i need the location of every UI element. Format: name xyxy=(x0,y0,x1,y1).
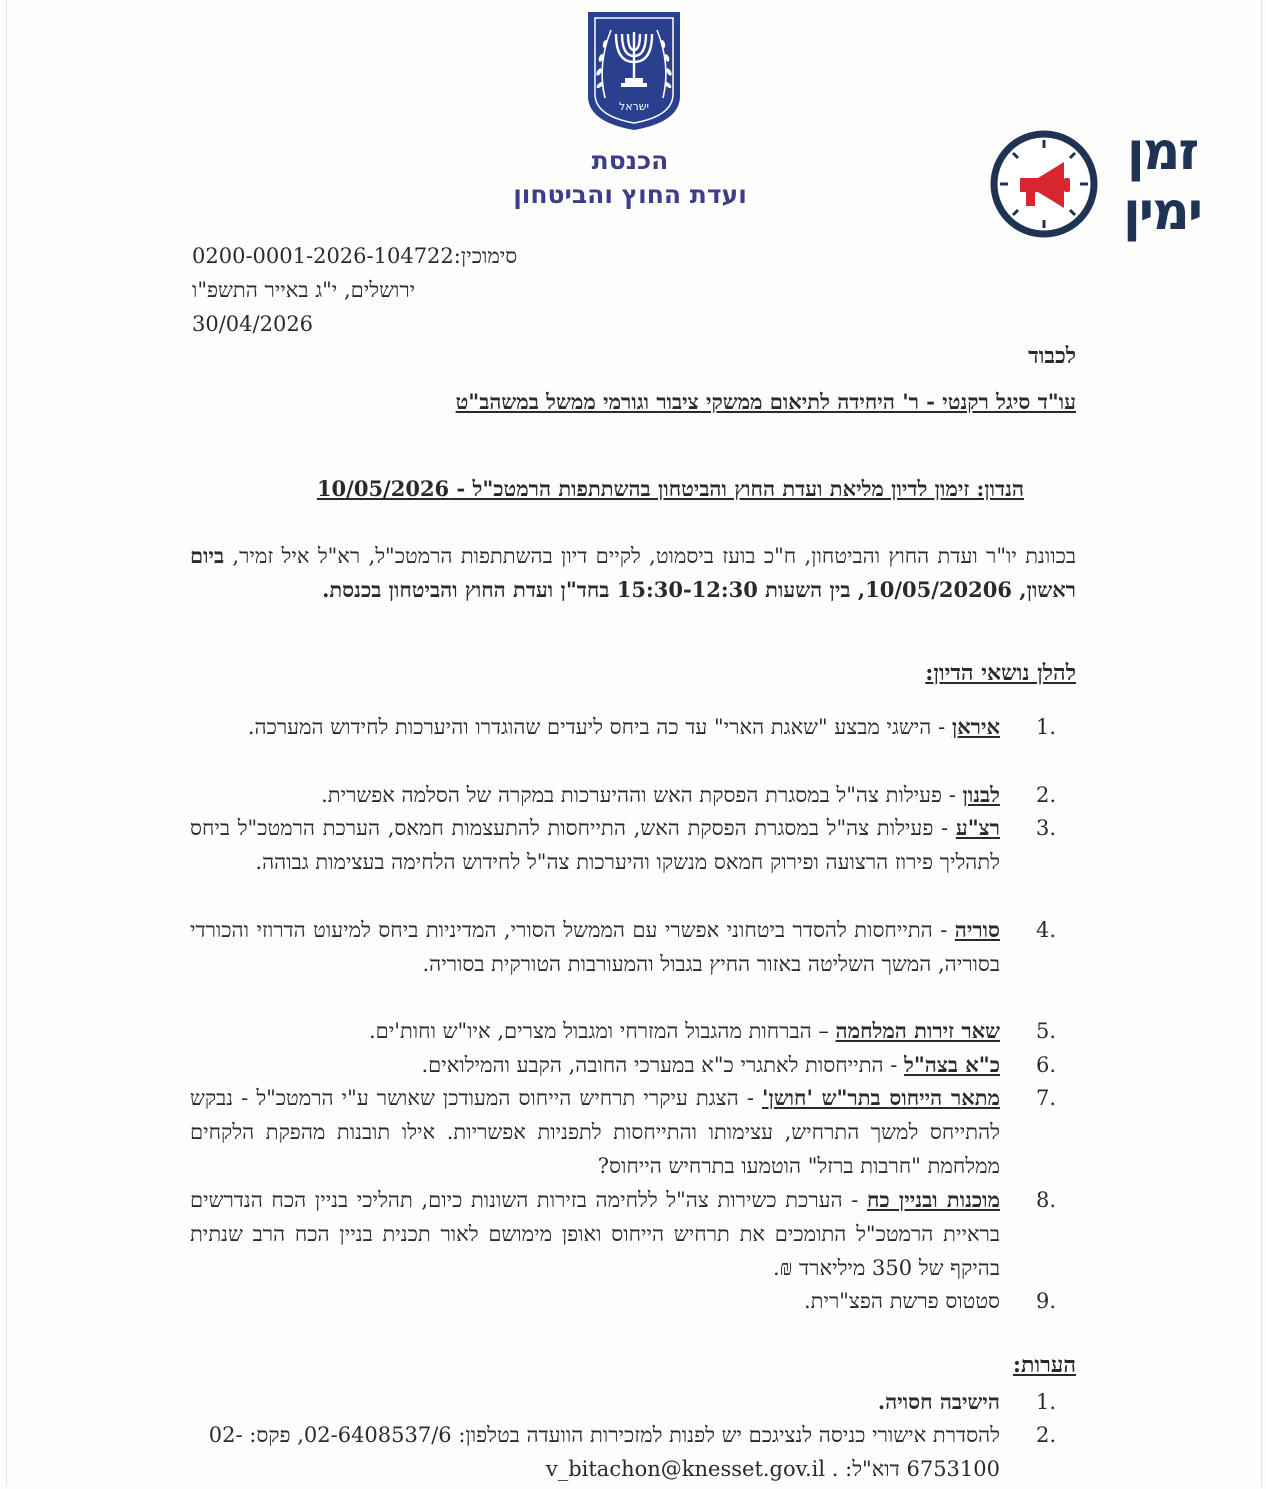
item-number: .9 xyxy=(1036,1289,1057,1313)
body-paragraph xyxy=(190,539,1076,607)
note-item xyxy=(190,1418,1076,1486)
notes-heading: הערות: xyxy=(1012,1352,1076,1378)
item-text: - הערכת כשירות צה"ל ללחימה בזירות השונות כיום, תהליכי בניין הכח הנדרשים בראיית הרמטכ"ל התומכים את תרחיש הייחוס ואופן מימושם לאור תכנית בניין הכח הרב שנתית בהיקף של 350 מיליארד ₪. xyxy=(190,1188,1000,1280)
megaphone-clock-icon xyxy=(994,134,1094,234)
item-number: .3 xyxy=(1036,816,1057,840)
letter-date: 30/04/2026 xyxy=(192,312,314,336)
item-key: מתאר הייחוס בתר"ש 'חושן' xyxy=(762,1085,1001,1110)
list-item xyxy=(190,1014,1076,1048)
item-text: - התייחסות להסדר ביטחוני אפשרי עם הממשל הסורי, המדיניות ביחס למיעוט הדרוזי והכורדי בסוריה, המשך השליטה באזור החיץ בגבול והמעורבות הטורקית בסוריה. xyxy=(190,918,1000,976)
item-number: .4 xyxy=(1036,918,1057,942)
hebrew-date: ירושלים, י"ג באייר התשפ"ו xyxy=(192,278,416,302)
note-item xyxy=(190,1385,1076,1419)
item-text: – הברחות מהגבול המזרחי ומגבול מצרים, איו"ש וחות'ים. xyxy=(368,1019,836,1043)
note-text: הישיבה חסויה. xyxy=(877,1389,1000,1414)
reference-number: 0200-0001-2026-104722:סימוכין xyxy=(192,244,518,268)
list-item xyxy=(190,778,1076,812)
list-item xyxy=(190,811,1076,879)
list-item xyxy=(190,913,1076,981)
item-key: רצ"ע xyxy=(955,815,1000,840)
item-key: לבנון xyxy=(962,782,1000,807)
item-key: כ"א בצה"ל xyxy=(904,1052,1000,1077)
body-text: בכוונת יו"ר ועדת החוץ והביטחון, ח"כ בועז ביסמוט, לקיים דיון בהשתתפות הרמטכ"ל, רא"ל איל זמיר, xyxy=(224,544,1076,568)
item-text: - התייחסות לאתגרי כ"א במערכי החובה, הקבע והמילואים. xyxy=(421,1053,905,1077)
brand-word-1: זמן xyxy=(1126,122,1198,182)
subject-line: הנדון: זימון לדיון מליאת ועדת החוץ והביטחון בהשתתפות הרמטכ"ל - 10/05/2026 xyxy=(316,476,1024,501)
list-item xyxy=(190,1081,1076,1183)
item-key: איראן xyxy=(951,714,1000,739)
org-name: הכנסת xyxy=(591,146,669,175)
body-meeting-time: ביום ראשון, 10/05/20206, בין השעות 15:30-12:30 בחד"ן ועדת החוץ והביטחון בכנסת. xyxy=(190,543,1076,602)
item-number: .8 xyxy=(1036,1188,1057,1212)
item-text: סטטוס פרשת הפצ"רית. xyxy=(803,1289,1000,1313)
list-item xyxy=(190,1284,1076,1318)
item-number: .1 xyxy=(1036,715,1057,739)
list-item xyxy=(190,1048,1076,1082)
committee-name: ועדת החוץ והביטחון xyxy=(513,180,747,209)
item-key: מוכנות ובניין כח xyxy=(866,1187,1000,1212)
brand-word-2: ימין xyxy=(1122,182,1202,242)
to-label: לכבוד xyxy=(1028,343,1076,369)
item-key: סוריה xyxy=(954,917,1000,942)
state-emblem-icon xyxy=(585,10,683,132)
note-number: .1 xyxy=(1036,1390,1057,1414)
item-number: .6 xyxy=(1036,1053,1057,1077)
emblem-caption: ישראל xyxy=(618,100,650,113)
topics-heading: להלן נושאי הדיון: xyxy=(925,660,1076,686)
recipient: עו"ד סיגל רקנטי - ר' היחידה לתיאום ממשקי ציבור וגורמי ממשל במשהב"ט xyxy=(455,389,1076,414)
item-number: .5 xyxy=(1036,1019,1057,1043)
item-text: - פעילות צה"ל במסגרת הפסקת האש וההיערכות במקרה של הסלמה אפשרית. xyxy=(321,783,963,807)
item-text: - הצגת עיקרי תרחיש הייחוס המעודכן שאושר ע"י הרמטכ"ל - נבקש להתייחס למשך התרחיש, עצימותו והתייחסות לתפניות אפשריות. אילו תובנות מהפקת הלקחים ממלחמת "חרבות ברזל" הוטמעו בתרחיש הייחוס? xyxy=(190,1086,1000,1178)
list-item xyxy=(190,1183,1076,1285)
item-text: - הישגי מבצע "שאגת הארי" עד כה ביחס ליעדים שהוגדרו והיערכות לחידוש המערכה. xyxy=(247,715,952,739)
note-number: .2 xyxy=(1036,1423,1057,1447)
item-number: .2 xyxy=(1036,783,1057,807)
item-text: - פעילות צה"ל במסגרת הפסקת האש, התייחסות להתעצמות חמאס, הערכת הרמטכ"ל ביחס לתהליך פירוז הרצועה ופירוק חמאס מנשקו והיערכות צה"ל לחידוש הלחימה בעצימות גבוהה. xyxy=(190,816,1000,874)
item-number: .7 xyxy=(1036,1086,1057,1110)
list-item xyxy=(190,710,1076,744)
item-key: שאר זירות המלחמה xyxy=(835,1018,1000,1043)
note-text: להסדרת אישורי כניסה לנציגכם יש לפנות למזכירות הוועדה בטלפון: 02-6408537/6, פקס: 02-6753100 דוא"ל: . v_bitachon@knesset.gov.il xyxy=(208,1423,1000,1481)
